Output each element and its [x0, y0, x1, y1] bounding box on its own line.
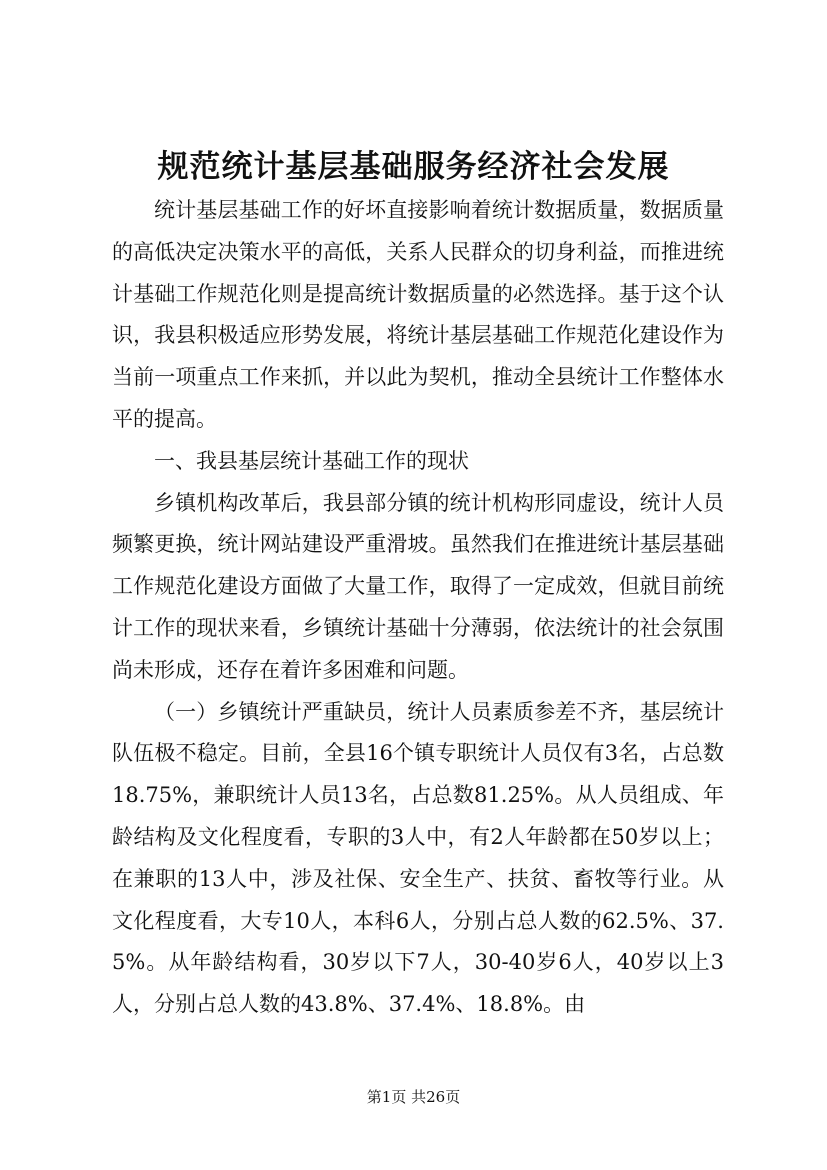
paragraph-status: 乡镇机构改革后，我县部分镇的统计机构形同虚设，统计人员频繁更换，统计网站建设严重滑坡。虽然我们在推进统计基层基础工作规范化建设方面做了大量工作，取得了一定成效，但就目前统计工作的现状来看，乡镇统计基础十分薄弱，依法统计的社会氛围尚未形成，还存在着许多困难和问题。 — [112, 490, 724, 682]
document-title: 规范统计基层基础服务经济社会发展 — [157, 149, 670, 185]
paragraph-intro: 统计基层基础工作的好坏直接影响着统计数据质量，数据质量的高低决定决策水平的高低，关系人民群众的切身利益，而推进统计基础工作规范化则是提高统计数据质量的必然选择。基于这个认识，我县积极适应形势发展，将统计基层基础工作规范化建设作为当前一项重点工作来抓，并以此为契机，推动全县统计工作整体水平的提高。 — [112, 198, 724, 431]
paragraph-staffing: （一）乡镇统计严重缺员，统计人员素质参差不齐，基层统计队伍极不稳定。目前，全县16个镇专职统计人员仅有3名，占总数18.75%，兼职统计人员13名，占总数81.25%。从人员组成、年龄结构及文化程度看，专职的3人中，有2人年龄都在50岁以上；在兼职的13人中，涉及社保、安全生产、扶贫、畜牧等行业。从文化程度看，大专10人，本科6人，分别占总人数的62.5%、37.5%。从年龄结构看，30岁以下7人，30-40岁6人，40岁以上3人，分别占总人数的43.8%、37.4%、18.8%。由 — [112, 699, 724, 1017]
document-body — [112, 190, 724, 1026]
page-number-footer: 第1页 共26页 — [366, 1088, 461, 1106]
section-heading: 一、我县基层统计基础工作的现状 — [154, 448, 469, 473]
